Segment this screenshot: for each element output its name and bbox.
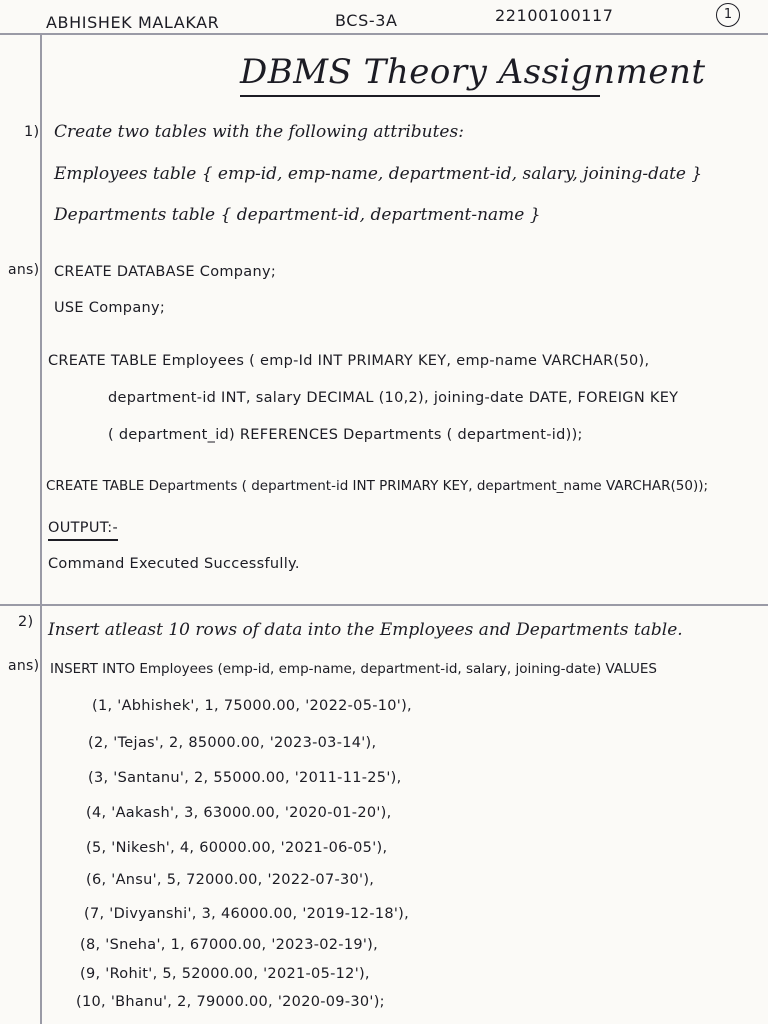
answer-1-marker: ans) (8, 262, 40, 278)
student-name: ABHISHEK MALAKAR (46, 13, 220, 32)
values-row: (6, 'Ansu', 5, 72000.00, '2022-07-30'), (86, 872, 375, 888)
question-2-text: Insert atleast 10 rows of data into the Employees and Departments table. (48, 620, 683, 640)
sql-line: CREATE TABLE Departments ( department-id INT PRIMARY KEY, department_name VARCHAR(50)); (46, 478, 709, 494)
question-1-line: Departments table { department-id, department-name } (54, 205, 541, 225)
sql-line: USE Company; (54, 300, 166, 316)
values-row: (8, 'Sneha', 1, 67000.00, '2023-02-19'), (80, 937, 379, 953)
question-1-line: Employees table { emp-id, emp-name, department-id, salary, joining-date } (54, 164, 703, 184)
header-rule (0, 33, 768, 35)
values-row: (9, 'Rohit', 5, 52000.00, '2021-05-12'), (80, 966, 370, 982)
sql-line: INSERT INTO Employees (emp-id, emp-name, department-id, salary, joining-date) VALUES (50, 661, 657, 677)
values-row: (4, 'Aakash', 3, 63000.00, '2020-01-20'), (86, 805, 392, 821)
values-row: (2, 'Tejas', 2, 85000.00, '2023-03-14'), (88, 735, 377, 751)
sql-line: CREATE TABLE Employees ( emp-Id INT PRIMARY KEY, emp-name VARCHAR(50), (48, 353, 650, 369)
output-label: OUTPUT:- (48, 520, 119, 536)
page-number: 1 (716, 3, 740, 27)
values-row: (5, 'Nikesh', 4, 60000.00, '2021-06-05'), (86, 840, 388, 856)
sql-line: CREATE DATABASE Company; (54, 264, 277, 280)
margin-line (40, 33, 42, 1024)
values-row: (1, 'Abhishek', 1, 75000.00, '2022-05-10'), (92, 698, 412, 714)
question-1-number: 1) (24, 124, 40, 140)
output-underline (48, 539, 118, 541)
page-title: DBMS Theory Assignment (240, 52, 706, 92)
answer-2-marker: ans) (8, 658, 40, 674)
sql-line: department-id INT, salary DECIMAL (10,2), joining-date DATE, FOREIGN KEY (108, 390, 679, 406)
roll-number: 22100100117 (495, 6, 614, 25)
question-2-number: 2) (18, 614, 34, 630)
section-divider (0, 604, 768, 606)
title-underline (240, 95, 600, 97)
class-code: BCS-3A (335, 11, 398, 30)
values-row: (7, 'Divyanshi', 3, 46000.00, '2019-12-18'), (84, 906, 410, 922)
values-row: (10, 'Bhanu', 2, 79000.00, '2020-09-30'); (76, 994, 385, 1010)
sql-line: ( department_id) REFERENCES Departments ( department-id)); (108, 427, 583, 443)
question-1-line: Create two tables with the following attributes: (54, 122, 464, 142)
output-text: Command Executed Successfully. (48, 556, 300, 572)
values-row: (3, 'Santanu', 2, 55000.00, '2011-11-25'), (88, 770, 402, 786)
